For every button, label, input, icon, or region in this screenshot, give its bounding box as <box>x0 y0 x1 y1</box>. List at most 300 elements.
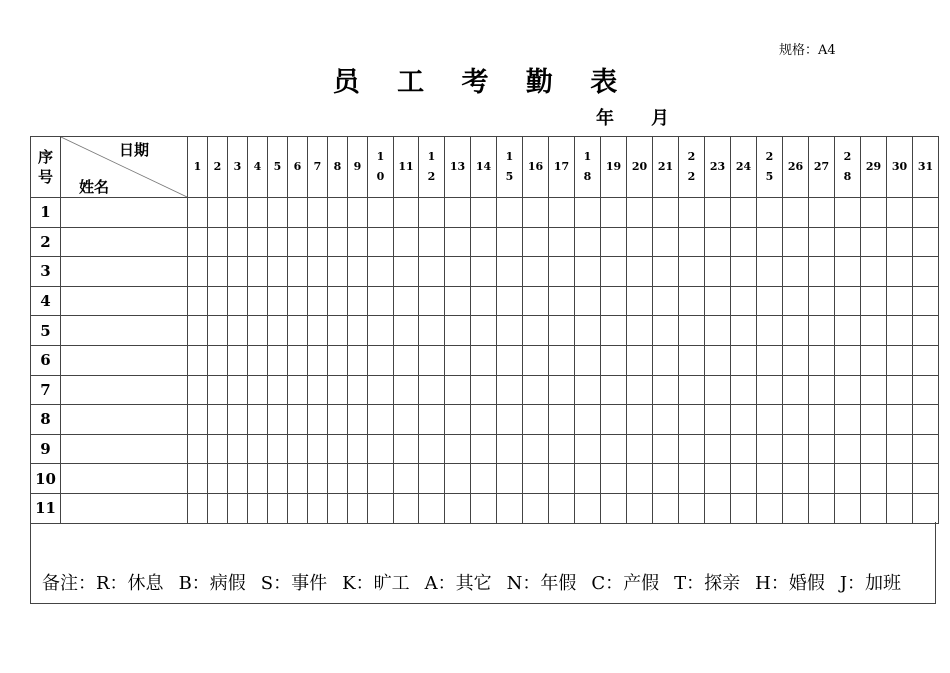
attendance-cell[interactable] <box>861 316 887 346</box>
attendance-cell[interactable] <box>419 198 445 228</box>
employee-name-cell[interactable] <box>61 257 188 287</box>
attendance-cell[interactable] <box>731 257 757 287</box>
attendance-cell[interactable] <box>887 198 913 228</box>
attendance-cell[interactable] <box>368 493 394 523</box>
attendance-cell[interactable] <box>627 198 653 228</box>
attendance-cell[interactable] <box>653 434 679 464</box>
attendance-cell[interactable] <box>419 227 445 257</box>
attendance-cell[interactable] <box>809 434 835 464</box>
attendance-cell[interactable] <box>348 257 368 287</box>
attendance-cell[interactable] <box>348 464 368 494</box>
attendance-cell[interactable] <box>679 493 705 523</box>
attendance-cell[interactable] <box>419 316 445 346</box>
attendance-cell[interactable] <box>627 464 653 494</box>
attendance-cell[interactable] <box>328 405 348 435</box>
attendance-cell[interactable] <box>308 464 328 494</box>
attendance-cell[interactable] <box>601 227 627 257</box>
attendance-cell[interactable] <box>861 434 887 464</box>
attendance-cell[interactable] <box>445 493 471 523</box>
attendance-cell[interactable] <box>288 405 308 435</box>
attendance-cell[interactable] <box>523 464 549 494</box>
employee-name-cell[interactable] <box>61 375 188 405</box>
attendance-cell[interactable] <box>601 405 627 435</box>
attendance-cell[interactable] <box>228 198 248 228</box>
attendance-cell[interactable] <box>913 286 939 316</box>
attendance-cell[interactable] <box>887 257 913 287</box>
attendance-cell[interactable] <box>835 375 861 405</box>
attendance-cell[interactable] <box>188 405 208 435</box>
attendance-cell[interactable] <box>861 464 887 494</box>
attendance-cell[interactable] <box>248 286 268 316</box>
attendance-cell[interactable] <box>731 464 757 494</box>
attendance-cell[interactable] <box>835 198 861 228</box>
attendance-cell[interactable] <box>835 227 861 257</box>
attendance-cell[interactable] <box>575 316 601 346</box>
attendance-cell[interactable] <box>549 375 575 405</box>
attendance-cell[interactable] <box>575 464 601 494</box>
attendance-cell[interactable] <box>835 257 861 287</box>
attendance-cell[interactable] <box>471 375 497 405</box>
attendance-cell[interactable] <box>653 345 679 375</box>
attendance-cell[interactable] <box>809 227 835 257</box>
attendance-cell[interactable] <box>523 434 549 464</box>
attendance-cell[interactable] <box>861 257 887 287</box>
attendance-cell[interactable] <box>445 257 471 287</box>
attendance-cell[interactable] <box>627 493 653 523</box>
attendance-cell[interactable] <box>445 375 471 405</box>
attendance-cell[interactable] <box>523 345 549 375</box>
attendance-cell[interactable] <box>288 345 308 375</box>
attendance-cell[interactable] <box>288 257 308 287</box>
attendance-cell[interactable] <box>497 375 523 405</box>
attendance-cell[interactable] <box>497 198 523 228</box>
attendance-cell[interactable] <box>497 434 523 464</box>
attendance-cell[interactable] <box>679 316 705 346</box>
attendance-cell[interactable] <box>575 257 601 287</box>
attendance-cell[interactable] <box>268 198 288 228</box>
attendance-cell[interactable] <box>757 198 783 228</box>
attendance-cell[interactable] <box>208 493 228 523</box>
attendance-cell[interactable] <box>288 375 308 405</box>
attendance-cell[interactable] <box>308 198 328 228</box>
attendance-cell[interactable] <box>308 316 328 346</box>
attendance-cell[interactable] <box>523 257 549 287</box>
attendance-cell[interactable] <box>549 286 575 316</box>
attendance-cell[interactable] <box>188 375 208 405</box>
attendance-cell[interactable] <box>368 257 394 287</box>
attendance-cell[interactable] <box>783 227 809 257</box>
attendance-cell[interactable] <box>575 434 601 464</box>
attendance-cell[interactable] <box>445 286 471 316</box>
attendance-cell[interactable] <box>835 345 861 375</box>
attendance-cell[interactable] <box>268 375 288 405</box>
attendance-cell[interactable] <box>835 316 861 346</box>
attendance-cell[interactable] <box>394 227 419 257</box>
attendance-cell[interactable] <box>328 345 348 375</box>
attendance-cell[interactable] <box>627 345 653 375</box>
attendance-cell[interactable] <box>308 405 328 435</box>
attendance-cell[interactable] <box>419 257 445 287</box>
attendance-cell[interactable] <box>653 316 679 346</box>
attendance-cell[interactable] <box>228 286 248 316</box>
attendance-cell[interactable] <box>208 227 228 257</box>
attendance-cell[interactable] <box>328 286 348 316</box>
attendance-cell[interactable] <box>783 375 809 405</box>
attendance-cell[interactable] <box>228 227 248 257</box>
attendance-cell[interactable] <box>268 316 288 346</box>
attendance-cell[interactable] <box>861 198 887 228</box>
attendance-cell[interactable] <box>731 434 757 464</box>
attendance-cell[interactable] <box>783 493 809 523</box>
attendance-cell[interactable] <box>575 493 601 523</box>
attendance-cell[interactable] <box>288 198 308 228</box>
attendance-cell[interactable] <box>419 493 445 523</box>
attendance-cell[interactable] <box>523 405 549 435</box>
attendance-cell[interactable] <box>288 464 308 494</box>
attendance-cell[interactable] <box>368 227 394 257</box>
attendance-cell[interactable] <box>731 345 757 375</box>
attendance-cell[interactable] <box>705 198 731 228</box>
attendance-cell[interactable] <box>348 405 368 435</box>
attendance-cell[interactable] <box>348 493 368 523</box>
attendance-cell[interactable] <box>705 493 731 523</box>
attendance-cell[interactable] <box>627 286 653 316</box>
attendance-cell[interactable] <box>348 198 368 228</box>
attendance-cell[interactable] <box>445 345 471 375</box>
attendance-cell[interactable] <box>328 316 348 346</box>
attendance-cell[interactable] <box>575 286 601 316</box>
attendance-cell[interactable] <box>394 405 419 435</box>
attendance-cell[interactable] <box>601 345 627 375</box>
attendance-cell[interactable] <box>188 286 208 316</box>
attendance-cell[interactable] <box>705 375 731 405</box>
attendance-cell[interactable] <box>348 434 368 464</box>
attendance-cell[interactable] <box>757 434 783 464</box>
attendance-cell[interactable] <box>328 198 348 228</box>
attendance-cell[interactable] <box>913 375 939 405</box>
attendance-cell[interactable] <box>549 198 575 228</box>
attendance-cell[interactable] <box>705 464 731 494</box>
attendance-cell[interactable] <box>188 434 208 464</box>
employee-name-cell[interactable] <box>61 316 188 346</box>
attendance-cell[interactable] <box>549 405 575 435</box>
attendance-cell[interactable] <box>575 375 601 405</box>
attendance-cell[interactable] <box>445 434 471 464</box>
attendance-cell[interactable] <box>887 375 913 405</box>
attendance-cell[interactable] <box>268 493 288 523</box>
attendance-cell[interactable] <box>208 405 228 435</box>
attendance-cell[interactable] <box>228 464 248 494</box>
attendance-cell[interactable] <box>208 375 228 405</box>
attendance-cell[interactable] <box>248 316 268 346</box>
attendance-cell[interactable] <box>783 198 809 228</box>
attendance-cell[interactable] <box>308 493 328 523</box>
attendance-cell[interactable] <box>471 316 497 346</box>
attendance-cell[interactable] <box>497 257 523 287</box>
attendance-cell[interactable] <box>783 434 809 464</box>
attendance-cell[interactable] <box>471 493 497 523</box>
attendance-cell[interactable] <box>679 434 705 464</box>
attendance-cell[interactable] <box>288 493 308 523</box>
attendance-cell[interactable] <box>394 198 419 228</box>
attendance-cell[interactable] <box>705 227 731 257</box>
attendance-cell[interactable] <box>348 375 368 405</box>
attendance-cell[interactable] <box>809 375 835 405</box>
attendance-cell[interactable] <box>188 464 208 494</box>
attendance-cell[interactable] <box>497 286 523 316</box>
attendance-cell[interactable] <box>679 464 705 494</box>
attendance-cell[interactable] <box>308 345 328 375</box>
attendance-cell[interactable] <box>208 434 228 464</box>
attendance-cell[interactable] <box>288 316 308 346</box>
employee-name-cell[interactable] <box>61 227 188 257</box>
attendance-cell[interactable] <box>248 345 268 375</box>
attendance-cell[interactable] <box>731 316 757 346</box>
attendance-cell[interactable] <box>268 227 288 257</box>
attendance-cell[interactable] <box>523 227 549 257</box>
attendance-cell[interactable] <box>188 493 208 523</box>
attendance-cell[interactable] <box>731 286 757 316</box>
attendance-cell[interactable] <box>679 198 705 228</box>
attendance-cell[interactable] <box>601 316 627 346</box>
attendance-cell[interactable] <box>348 286 368 316</box>
attendance-cell[interactable] <box>809 345 835 375</box>
attendance-cell[interactable] <box>248 434 268 464</box>
attendance-cell[interactable] <box>887 345 913 375</box>
attendance-cell[interactable] <box>188 198 208 228</box>
attendance-cell[interactable] <box>783 257 809 287</box>
attendance-cell[interactable] <box>913 434 939 464</box>
attendance-cell[interactable] <box>731 493 757 523</box>
attendance-cell[interactable] <box>368 345 394 375</box>
attendance-cell[interactable] <box>308 286 328 316</box>
attendance-cell[interactable] <box>368 375 394 405</box>
attendance-cell[interactable] <box>705 286 731 316</box>
attendance-cell[interactable] <box>627 375 653 405</box>
attendance-cell[interactable] <box>523 286 549 316</box>
attendance-cell[interactable] <box>757 493 783 523</box>
attendance-cell[interactable] <box>653 493 679 523</box>
attendance-cell[interactable] <box>757 227 783 257</box>
attendance-cell[interactable] <box>809 286 835 316</box>
attendance-cell[interactable] <box>394 493 419 523</box>
attendance-cell[interactable] <box>471 198 497 228</box>
attendance-cell[interactable] <box>288 286 308 316</box>
attendance-cell[interactable] <box>328 464 348 494</box>
attendance-cell[interactable] <box>809 198 835 228</box>
attendance-cell[interactable] <box>394 464 419 494</box>
attendance-cell[interactable] <box>328 227 348 257</box>
attendance-cell[interactable] <box>419 286 445 316</box>
attendance-cell[interactable] <box>861 493 887 523</box>
attendance-cell[interactable] <box>757 257 783 287</box>
attendance-cell[interactable] <box>705 405 731 435</box>
attendance-cell[interactable] <box>228 405 248 435</box>
attendance-cell[interactable] <box>887 434 913 464</box>
attendance-cell[interactable] <box>575 345 601 375</box>
attendance-cell[interactable] <box>809 316 835 346</box>
attendance-cell[interactable] <box>913 493 939 523</box>
employee-name-cell[interactable] <box>61 434 188 464</box>
attendance-cell[interactable] <box>549 257 575 287</box>
attendance-cell[interactable] <box>394 286 419 316</box>
attendance-cell[interactable] <box>288 227 308 257</box>
attendance-cell[interactable] <box>208 316 228 346</box>
attendance-cell[interactable] <box>497 316 523 346</box>
attendance-cell[interactable] <box>653 257 679 287</box>
attendance-cell[interactable] <box>575 198 601 228</box>
attendance-cell[interactable] <box>419 405 445 435</box>
attendance-cell[interactable] <box>757 464 783 494</box>
attendance-cell[interactable] <box>913 405 939 435</box>
attendance-cell[interactable] <box>445 227 471 257</box>
attendance-cell[interactable] <box>188 316 208 346</box>
attendance-cell[interactable] <box>835 286 861 316</box>
attendance-cell[interactable] <box>887 493 913 523</box>
attendance-cell[interactable] <box>208 257 228 287</box>
attendance-cell[interactable] <box>368 316 394 346</box>
attendance-cell[interactable] <box>248 227 268 257</box>
attendance-cell[interactable] <box>549 464 575 494</box>
attendance-cell[interactable] <box>348 227 368 257</box>
attendance-cell[interactable] <box>328 493 348 523</box>
attendance-cell[interactable] <box>679 257 705 287</box>
attendance-cell[interactable] <box>471 434 497 464</box>
attendance-cell[interactable] <box>471 464 497 494</box>
attendance-cell[interactable] <box>188 257 208 287</box>
attendance-cell[interactable] <box>497 405 523 435</box>
employee-name-cell[interactable] <box>61 405 188 435</box>
attendance-cell[interactable] <box>308 434 328 464</box>
attendance-cell[interactable] <box>248 375 268 405</box>
attendance-cell[interactable] <box>913 257 939 287</box>
attendance-cell[interactable] <box>208 345 228 375</box>
attendance-cell[interactable] <box>835 434 861 464</box>
attendance-cell[interactable] <box>627 316 653 346</box>
attendance-cell[interactable] <box>835 464 861 494</box>
attendance-cell[interactable] <box>653 286 679 316</box>
attendance-cell[interactable] <box>653 375 679 405</box>
attendance-cell[interactable] <box>248 198 268 228</box>
attendance-cell[interactable] <box>627 227 653 257</box>
attendance-cell[interactable] <box>445 316 471 346</box>
attendance-cell[interactable] <box>575 227 601 257</box>
attendance-cell[interactable] <box>419 375 445 405</box>
attendance-cell[interactable] <box>861 345 887 375</box>
attendance-cell[interactable] <box>757 286 783 316</box>
attendance-cell[interactable] <box>887 316 913 346</box>
attendance-cell[interactable] <box>757 405 783 435</box>
attendance-cell[interactable] <box>757 316 783 346</box>
attendance-cell[interactable] <box>208 198 228 228</box>
attendance-cell[interactable] <box>887 464 913 494</box>
attendance-cell[interactable] <box>835 405 861 435</box>
employee-name-cell[interactable] <box>61 464 188 494</box>
attendance-cell[interactable] <box>757 345 783 375</box>
attendance-cell[interactable] <box>248 493 268 523</box>
attendance-cell[interactable] <box>368 464 394 494</box>
attendance-cell[interactable] <box>601 286 627 316</box>
attendance-cell[interactable] <box>653 464 679 494</box>
employee-name-cell[interactable] <box>61 493 188 523</box>
attendance-cell[interactable] <box>228 316 248 346</box>
attendance-cell[interactable] <box>268 345 288 375</box>
attendance-cell[interactable] <box>523 198 549 228</box>
attendance-cell[interactable] <box>913 345 939 375</box>
attendance-cell[interactable] <box>348 345 368 375</box>
attendance-cell[interactable] <box>627 257 653 287</box>
attendance-cell[interactable] <box>394 345 419 375</box>
attendance-cell[interactable] <box>268 405 288 435</box>
attendance-cell[interactable] <box>368 286 394 316</box>
attendance-cell[interactable] <box>861 227 887 257</box>
attendance-cell[interactable] <box>809 257 835 287</box>
attendance-cell[interactable] <box>368 434 394 464</box>
attendance-cell[interactable] <box>228 493 248 523</box>
attendance-cell[interactable] <box>549 345 575 375</box>
attendance-cell[interactable] <box>731 198 757 228</box>
employee-name-cell[interactable] <box>61 345 188 375</box>
attendance-cell[interactable] <box>188 227 208 257</box>
attendance-cell[interactable] <box>731 227 757 257</box>
attendance-cell[interactable] <box>445 198 471 228</box>
attendance-cell[interactable] <box>913 464 939 494</box>
attendance-cell[interactable] <box>601 434 627 464</box>
attendance-cell[interactable] <box>419 434 445 464</box>
attendance-cell[interactable] <box>394 434 419 464</box>
attendance-cell[interactable] <box>328 434 348 464</box>
attendance-cell[interactable] <box>497 493 523 523</box>
attendance-cell[interactable] <box>887 405 913 435</box>
attendance-cell[interactable] <box>627 434 653 464</box>
attendance-cell[interactable] <box>653 405 679 435</box>
attendance-cell[interactable] <box>653 227 679 257</box>
attendance-cell[interactable] <box>913 316 939 346</box>
attendance-cell[interactable] <box>328 257 348 287</box>
attendance-cell[interactable] <box>679 405 705 435</box>
attendance-cell[interactable] <box>368 198 394 228</box>
attendance-cell[interactable] <box>809 464 835 494</box>
attendance-cell[interactable] <box>328 375 348 405</box>
attendance-cell[interactable] <box>208 286 228 316</box>
attendance-cell[interactable] <box>188 345 208 375</box>
attendance-cell[interactable] <box>419 464 445 494</box>
attendance-cell[interactable] <box>549 434 575 464</box>
attendance-cell[interactable] <box>731 405 757 435</box>
employee-name-cell[interactable] <box>61 198 188 228</box>
attendance-cell[interactable] <box>471 257 497 287</box>
attendance-cell[interactable] <box>268 464 288 494</box>
attendance-cell[interactable] <box>523 316 549 346</box>
attendance-cell[interactable] <box>601 198 627 228</box>
attendance-cell[interactable] <box>497 227 523 257</box>
attendance-cell[interactable] <box>248 257 268 287</box>
attendance-cell[interactable] <box>228 257 248 287</box>
attendance-cell[interactable] <box>248 464 268 494</box>
attendance-cell[interactable] <box>653 198 679 228</box>
attendance-cell[interactable] <box>861 286 887 316</box>
attendance-cell[interactable] <box>783 345 809 375</box>
attendance-cell[interactable] <box>549 316 575 346</box>
attendance-cell[interactable] <box>575 405 601 435</box>
attendance-cell[interactable] <box>601 464 627 494</box>
attendance-cell[interactable] <box>308 375 328 405</box>
attendance-cell[interactable] <box>308 227 328 257</box>
attendance-cell[interactable] <box>679 227 705 257</box>
attendance-cell[interactable] <box>549 227 575 257</box>
attendance-cell[interactable] <box>471 405 497 435</box>
attendance-cell[interactable] <box>627 405 653 435</box>
